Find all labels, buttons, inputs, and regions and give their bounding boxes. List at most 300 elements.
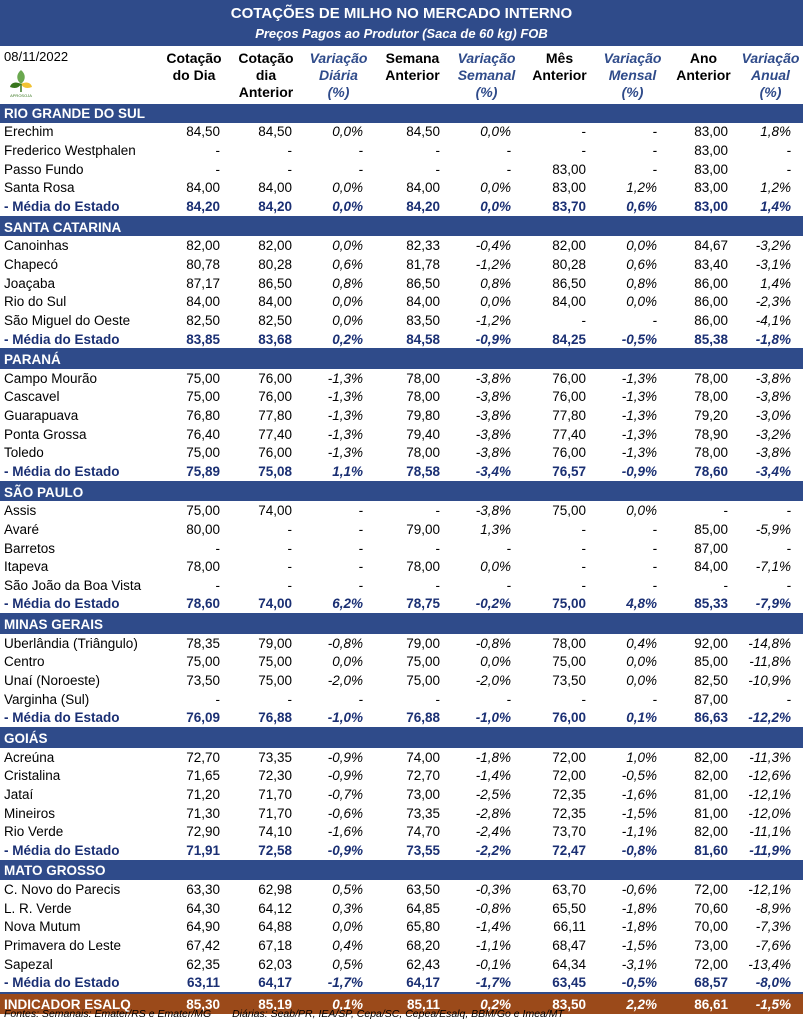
- table-cell: 0,0%: [332, 312, 363, 328]
- table-cell: -: [287, 577, 292, 593]
- table-cell: 75,00: [186, 445, 220, 461]
- table-cell: -1,8%: [621, 919, 657, 935]
- table-cell: -11,1%: [749, 824, 792, 840]
- table-cell: 83,68: [230, 330, 302, 350]
- column-header-6: [596, 50, 669, 101]
- table-cell: 81,00: [694, 805, 728, 821]
- column-header-line: Cotação: [238, 50, 294, 66]
- table-cell: -3,1%: [621, 956, 657, 972]
- table-cell: 71,91: [158, 841, 230, 861]
- row-label: - Média do Estado: [0, 197, 158, 217]
- table-cell: 76,80: [186, 408, 220, 424]
- table-cell: 82,50: [694, 673, 728, 689]
- table-cell: 82,00: [186, 238, 220, 254]
- table-cell: 0,5%: [332, 956, 363, 972]
- table-cell: 82,50: [258, 312, 292, 328]
- table-row: [0, 520, 803, 539]
- quotes-table-body: [0, 104, 803, 1014]
- table-cell: 74,70: [406, 824, 440, 840]
- table-cell: -: [287, 143, 292, 159]
- table-cell: -: [215, 577, 220, 593]
- column-header-line: Mês: [545, 50, 574, 66]
- table-cell: 64,17: [230, 973, 302, 993]
- row-label: Cascavel: [4, 389, 60, 405]
- table-cell: 0,2%: [450, 993, 523, 1014]
- table-cell: -: [215, 691, 220, 707]
- table-cell: 78,00: [406, 389, 440, 405]
- table-cell: 77,80: [552, 408, 586, 424]
- table-cell: -2,4%: [475, 824, 511, 840]
- table-cell: 75,00: [186, 654, 220, 670]
- footer-sources-weekly: Fontes: Semanais: Emater/RS e Emater/MG: [4, 1008, 212, 1020]
- table-cell: 76,00: [552, 445, 586, 461]
- table-cell: -: [786, 577, 792, 593]
- table-cell: 80,28: [552, 256, 586, 272]
- column-header-line: (%): [327, 84, 350, 100]
- table-cell: 0,0%: [332, 180, 363, 196]
- table-cell: -2,0%: [475, 673, 511, 689]
- table-cell: 78,00: [694, 445, 728, 461]
- table-cell: -0,9%: [596, 462, 669, 482]
- table-cell: 1,4%: [738, 197, 803, 217]
- section-title: MATO GROSSO: [0, 861, 803, 881]
- table-cell: 75,00: [186, 503, 220, 519]
- table-row: [0, 388, 803, 407]
- table-cell: -12,1%: [748, 882, 792, 898]
- table-cell: 80,00: [186, 521, 220, 537]
- table-cell: -1,6%: [621, 786, 657, 802]
- table-row: [0, 557, 803, 576]
- table-cell: 82,00: [694, 824, 728, 840]
- page-subtitle: Preços Pagos ao Produtor (Saca de 60 kg) FOB: [255, 26, 548, 41]
- row-label: Centro: [4, 654, 45, 670]
- table-cell: 84,20: [230, 197, 302, 217]
- table-cell: -: [506, 540, 511, 556]
- column-header-7: [669, 50, 738, 101]
- column-header-line: Variação: [603, 50, 662, 66]
- table-cell: -4,1%: [755, 312, 792, 328]
- table-cell: -1,3%: [621, 445, 657, 461]
- table-cell: 84,58: [375, 330, 450, 350]
- table-cell: -0,6%: [327, 805, 363, 821]
- table-cell: 75,00: [552, 654, 586, 670]
- table-row: [0, 255, 803, 274]
- row-label: Frederico Westphalen: [4, 143, 136, 159]
- table-cell: 79,00: [258, 635, 292, 651]
- column-header-line: Ano: [689, 50, 718, 66]
- table-cell: 0,1%: [596, 709, 669, 729]
- table-row: [0, 766, 803, 785]
- table-cell: -: [435, 577, 440, 593]
- table-cell: -1,7%: [450, 973, 523, 993]
- table-cell: 73,50: [186, 673, 220, 689]
- table-cell: 84,67: [694, 238, 728, 254]
- table-cell: 72,35: [552, 805, 586, 821]
- table-cell: 82,00: [258, 238, 292, 254]
- table-cell: 1,4%: [760, 275, 792, 291]
- table-cell: -0,8%: [596, 841, 669, 861]
- row-label: Campo Mourão: [4, 370, 98, 386]
- table-cell: 68,47: [552, 938, 586, 953]
- table-cell: 75,00: [258, 673, 292, 689]
- table-cell: 79,80: [406, 408, 440, 424]
- column-header-line: [523, 84, 596, 101]
- row-label: Santa Rosa: [4, 180, 75, 196]
- state-average-row: [0, 595, 803, 615]
- column-header-line: Variação: [457, 50, 516, 66]
- row-label: São João da Boa Vista: [4, 577, 142, 593]
- table-cell: 76,40: [186, 426, 220, 442]
- table-cell: 75,00: [406, 654, 440, 670]
- table-cell: 84,00: [258, 294, 292, 310]
- table-cell: -: [581, 691, 586, 707]
- section-title: SÃO PAULO: [0, 482, 803, 502]
- table-cell: -0,4%: [475, 238, 511, 254]
- table-cell: 0,1%: [302, 993, 375, 1014]
- table-cell: 62,98: [258, 882, 292, 898]
- column-header-line: Variação: [309, 50, 368, 66]
- state-average-row: [0, 462, 803, 482]
- table-cell: 0,0%: [626, 673, 657, 689]
- table-cell: -1,3%: [327, 445, 363, 461]
- column-header-line: Variação: [741, 50, 800, 66]
- table-cell: 64,85: [406, 900, 440, 916]
- table-cell: 76,00: [552, 389, 586, 405]
- table-cell: 1,0%: [626, 749, 657, 765]
- table-cell: -: [652, 124, 657, 140]
- table-cell: -1,5%: [738, 993, 803, 1014]
- state-average-row: [0, 330, 803, 350]
- table-cell: 1,1%: [302, 462, 375, 482]
- table-row: [0, 936, 803, 955]
- table-cell: 86,00: [694, 312, 728, 328]
- table-cell: 66,11: [553, 919, 586, 935]
- column-header-line: Diária: [319, 67, 358, 83]
- section-title: PARANÁ: [0, 349, 803, 369]
- table-cell: 82,50: [186, 312, 220, 328]
- table-cell: 86,50: [258, 275, 292, 291]
- table-cell: -: [506, 691, 511, 707]
- table-row: [0, 274, 803, 293]
- row-label: Ponta Grossa: [4, 426, 87, 442]
- table-cell: -: [287, 540, 292, 556]
- column-header-3: [375, 50, 450, 101]
- table-row: [0, 539, 803, 558]
- table-cell: 74,00: [230, 595, 302, 615]
- table-cell: 84,20: [375, 197, 450, 217]
- table-row: [0, 748, 803, 767]
- table-cell: 85,30: [158, 993, 230, 1014]
- table-cell: 0,8%: [480, 275, 511, 291]
- table-row: [0, 955, 803, 974]
- table-cell: -7,9%: [738, 595, 803, 615]
- table-cell: 76,09: [158, 709, 230, 729]
- table-cell: 84,50: [406, 124, 440, 140]
- table-row: [0, 444, 803, 463]
- table-cell: -10,9%: [748, 673, 792, 689]
- column-header-line: dia: [255, 67, 277, 83]
- table-cell: -0,9%: [327, 768, 363, 784]
- row-label: L. R. Verde: [4, 900, 72, 916]
- table-row: [0, 236, 803, 255]
- table-cell: -14,8%: [748, 635, 792, 651]
- table-cell: -1,3%: [327, 426, 363, 442]
- column-header: [0, 46, 803, 104]
- table-cell: 0,0%: [480, 294, 511, 310]
- column-header-line: Cotação: [166, 50, 222, 66]
- row-label: Cristalina: [4, 768, 61, 784]
- table-cell: -: [506, 161, 511, 177]
- state-average-row: [0, 973, 803, 993]
- table-cell: -0,8%: [475, 635, 511, 651]
- table-cell: 0,2%: [302, 330, 375, 350]
- row-label: Barretos: [4, 540, 56, 556]
- table-cell: 83,00: [552, 161, 586, 177]
- table-cell: 84,00: [406, 180, 440, 196]
- row-label: Canoinhas: [4, 238, 69, 254]
- table-cell: -0,5%: [596, 973, 669, 993]
- table-cell: 63,30: [186, 882, 220, 898]
- table-cell: 63,70: [552, 882, 586, 898]
- column-header-line: [669, 84, 738, 101]
- table-cell: 72,35: [552, 786, 586, 802]
- table-cell: 67,42: [186, 938, 220, 953]
- table-cell: -: [215, 161, 220, 177]
- state-average-row: [0, 841, 803, 861]
- table-cell: -: [786, 143, 792, 159]
- table-cell: 85,00: [694, 521, 728, 537]
- table-cell: 85,38: [669, 330, 738, 350]
- table-cell: -12,0%: [748, 805, 792, 821]
- table-cell: -3,8%: [755, 370, 792, 386]
- table-cell: 2,2%: [596, 993, 669, 1014]
- table-cell: 82,00: [694, 749, 728, 765]
- table-cell: 72,70: [186, 749, 220, 765]
- table-cell: 71,65: [186, 768, 220, 784]
- table-cell: -: [358, 143, 363, 159]
- table-cell: 86,61: [669, 993, 738, 1014]
- row-label: - Média do Estado: [0, 709, 158, 729]
- table-cell: 0,6%: [332, 256, 363, 272]
- table-cell: 83,00: [694, 124, 728, 140]
- table-cell: 78,58: [375, 462, 450, 482]
- table-cell: 0,6%: [596, 197, 669, 217]
- table-cell: -5,9%: [755, 521, 792, 537]
- table-cell: 87,00: [694, 540, 728, 556]
- table-cell: -1,6%: [327, 824, 363, 840]
- table-cell: 84,25: [523, 330, 596, 350]
- table-cell: -: [358, 540, 363, 556]
- table-cell: -1,1%: [621, 824, 657, 840]
- table-cell: 76,00: [552, 370, 586, 386]
- table-row: [0, 918, 803, 937]
- table-cell: 0,0%: [626, 294, 657, 310]
- table-cell: -3,2%: [755, 238, 792, 254]
- table-cell: -1,3%: [621, 370, 657, 386]
- table-cell: 82,00: [694, 768, 728, 784]
- table-cell: -: [652, 577, 657, 593]
- table-cell: 85,00: [694, 654, 728, 670]
- table-cell: 73,35: [258, 749, 292, 765]
- aprosoja-logo-icon: [8, 68, 34, 98]
- section-title: MINAS GERAIS: [0, 614, 803, 634]
- table-cell: -0,6%: [621, 882, 657, 898]
- table-cell: 0,0%: [626, 654, 657, 670]
- table-cell: -2,3%: [755, 294, 792, 310]
- table-row: [0, 160, 803, 179]
- row-label: Varginha (Sul): [4, 691, 90, 707]
- table-cell: 83,50: [523, 993, 596, 1014]
- row-label: Unaí (Noroeste): [4, 673, 101, 689]
- table-cell: 75,00: [523, 595, 596, 615]
- table-cell: 0,8%: [626, 275, 657, 291]
- table-cell: -1,3%: [621, 426, 657, 442]
- table-cell: -1,3%: [327, 389, 363, 405]
- table-cell: 83,85: [158, 330, 230, 350]
- table-cell: 82,33: [406, 238, 440, 254]
- table-cell: -0,8%: [475, 900, 511, 916]
- row-label: Joaçaba: [4, 275, 56, 291]
- row-label: Assis: [4, 503, 37, 519]
- table-cell: 83,50: [406, 312, 440, 328]
- table-cell: 0,0%: [332, 238, 363, 254]
- table-cell: 83,00: [694, 143, 728, 159]
- table-cell: 84,00: [186, 294, 220, 310]
- table-cell: -: [652, 161, 657, 177]
- table-cell: -: [581, 577, 586, 593]
- footer-sources: [4, 1008, 582, 1020]
- row-label: São Miguel do Oeste: [4, 312, 131, 328]
- column-header-4: [450, 50, 523, 101]
- table-cell: -1,3%: [327, 370, 363, 386]
- table-cell: 83,00: [552, 180, 586, 196]
- table-cell: 73,00: [406, 786, 440, 802]
- table-cell: -3,4%: [450, 462, 523, 482]
- table-cell: 84,50: [186, 124, 220, 140]
- table-cell: -: [786, 161, 792, 177]
- table-cell: -1,2%: [475, 256, 511, 272]
- column-header-line: do Dia: [172, 67, 216, 83]
- table-row: [0, 804, 803, 823]
- table-cell: -: [358, 559, 363, 575]
- table-cell: -3,0%: [755, 408, 792, 424]
- table-cell: 79,00: [406, 521, 440, 537]
- table-cell: 81,60: [669, 841, 738, 861]
- table-cell: -: [581, 143, 586, 159]
- table-cell: 72,47: [523, 841, 596, 861]
- table-cell: -: [358, 577, 363, 593]
- table-cell: 0,0%: [450, 197, 523, 217]
- column-header-line: Semana: [385, 50, 440, 66]
- table-cell: 78,35: [186, 635, 220, 651]
- table-cell: -: [786, 503, 792, 519]
- table-cell: -: [581, 124, 586, 140]
- table-cell: 79,40: [406, 426, 440, 442]
- table-cell: -3,8%: [755, 389, 792, 405]
- table-cell: 77,40: [552, 426, 586, 442]
- table-cell: -: [215, 143, 220, 159]
- table-cell: 87,17: [186, 275, 220, 291]
- row-label: Rio Verde: [4, 824, 64, 840]
- row-label: Itapeva: [4, 559, 49, 575]
- table-cell: 84,00: [406, 294, 440, 310]
- table-cell: -3,2%: [755, 426, 792, 442]
- table-cell: -0,1%: [475, 956, 511, 972]
- table-cell: -: [506, 143, 511, 159]
- table-cell: 0,0%: [480, 180, 511, 196]
- table-cell: -0,5%: [596, 330, 669, 350]
- table-cell: -: [215, 540, 220, 556]
- table-row: [0, 425, 803, 444]
- row-label: - Média do Estado: [0, 841, 158, 861]
- table-cell: 0,0%: [626, 503, 657, 519]
- table-cell: 64,34: [552, 956, 586, 972]
- table-cell: 78,00: [694, 370, 728, 386]
- table-row: [0, 899, 803, 918]
- table-cell: 6,2%: [302, 595, 375, 615]
- table-cell: 0,4%: [332, 938, 363, 953]
- table-cell: 92,00: [694, 635, 728, 651]
- table-cell: 64,12: [258, 900, 292, 916]
- table-cell: 68,57: [669, 973, 738, 993]
- table-cell: -: [652, 559, 657, 575]
- column-header-1: [230, 50, 302, 101]
- table-row: [0, 123, 803, 142]
- table-cell: 78,75: [375, 595, 450, 615]
- table-cell: 79,00: [406, 635, 440, 651]
- table-cell: 85,33: [669, 595, 738, 615]
- table-cell: -: [287, 161, 292, 177]
- table-cell: 1,2%: [626, 180, 657, 196]
- table-cell: 63,11: [158, 973, 230, 993]
- column-header-line: Semanal: [457, 67, 516, 83]
- table-cell: -: [723, 577, 728, 593]
- table-cell: -3,8%: [475, 426, 511, 442]
- section-header-row: [0, 482, 803, 502]
- table-cell: 76,57: [523, 462, 596, 482]
- table-cell: -: [287, 559, 292, 575]
- table-row: [0, 311, 803, 330]
- table-cell: 84,00: [186, 180, 220, 196]
- table-cell: 84,20: [158, 197, 230, 217]
- table-cell: -1,3%: [621, 389, 657, 405]
- table-cell: 74,00: [258, 503, 292, 519]
- row-label: - Média do Estado: [0, 462, 158, 482]
- row-label: Sapezal: [4, 956, 53, 972]
- table-cell: -11,9%: [738, 841, 803, 861]
- table-cell: -0,5%: [621, 768, 657, 784]
- table-cell: 86,00: [694, 275, 728, 291]
- column-header-line: [158, 84, 230, 101]
- table-cell: -: [287, 521, 292, 537]
- table-cell: -: [652, 143, 657, 159]
- table-cell: 73,00: [694, 938, 728, 953]
- table-cell: 0,6%: [626, 256, 657, 272]
- table-cell: 63,50: [406, 882, 440, 898]
- table-cell: 62,43: [406, 956, 440, 972]
- table-cell: 71,70: [258, 805, 292, 821]
- table-cell: 75,08: [230, 462, 302, 482]
- table-cell: 0,0%: [480, 654, 511, 670]
- row-label: INDICADOR ESALQ: [0, 993, 158, 1014]
- table-cell: 81,78: [406, 256, 440, 272]
- table-cell: 76,00: [523, 709, 596, 729]
- table-cell: 85,11: [375, 993, 450, 1014]
- table-cell: -3,4%: [738, 462, 803, 482]
- row-label: Jataí: [4, 786, 34, 802]
- row-label: Toledo: [4, 445, 44, 461]
- table-cell: -1,5%: [621, 805, 657, 821]
